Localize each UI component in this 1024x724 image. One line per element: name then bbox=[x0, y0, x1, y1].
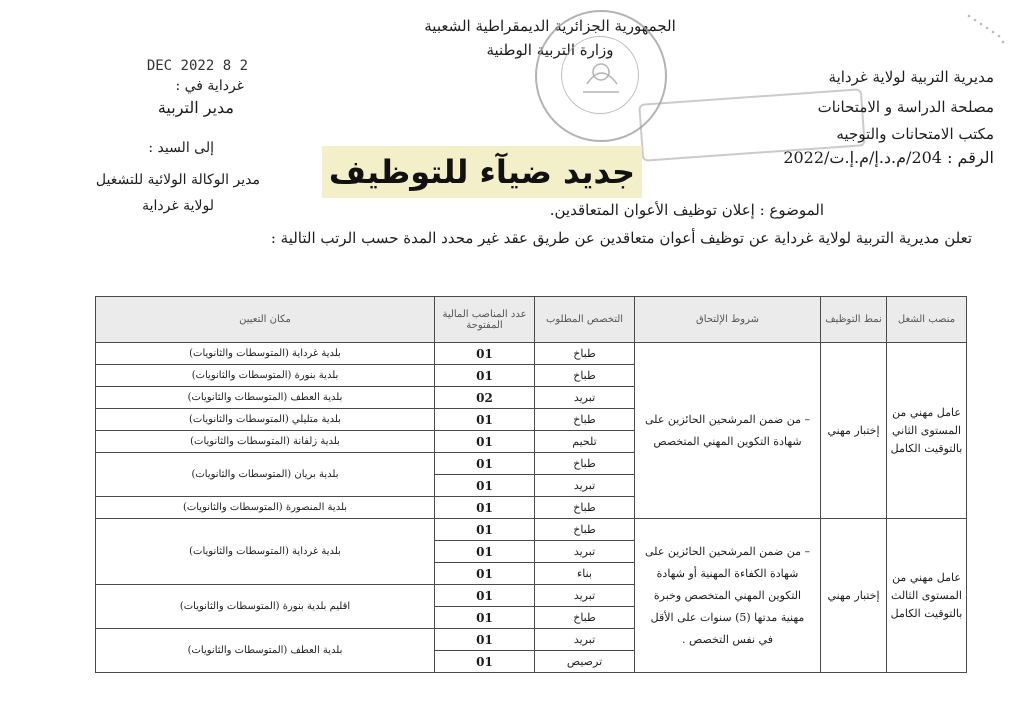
header-count: عدد المناصب المالية المفتوحة bbox=[435, 297, 535, 343]
location-cell: بلدية بريان (المتوسطات والثانويات) bbox=[96, 453, 435, 497]
location-cell: بلدية بنورة (المتوسطات والثانويات) bbox=[96, 365, 435, 387]
mode-cell: إختبار مهني bbox=[821, 343, 887, 519]
specialty-cell: ترصيص bbox=[535, 651, 635, 673]
count-cell: 01 bbox=[435, 585, 535, 607]
count-cell: 01 bbox=[435, 629, 535, 651]
location-cell: بلدية العطف (المتوسطات والثانويات) bbox=[96, 387, 435, 409]
specialty-cell: تلحيم bbox=[535, 431, 635, 453]
count-cell: 01 bbox=[435, 343, 535, 365]
location-cell: اقليم بلدية بنورة (المتوسطات والثانويات) bbox=[96, 585, 435, 629]
watermark-banner: جديد ضيآء للتوظيف bbox=[322, 146, 642, 198]
specialty-cell: طباخ bbox=[535, 343, 635, 365]
reference-number: الرقم : 204/م.د.إ/م.إ.ت/2022 bbox=[783, 148, 994, 167]
location-cell: بلدية المنصورة (المتوسطات والثانويات) bbox=[96, 497, 435, 519]
count-cell: 01 bbox=[435, 365, 535, 387]
table-row bbox=[96, 343, 967, 365]
location-cell: بلدية العطف (المتوسطات والثانويات) bbox=[96, 629, 435, 673]
count-cell: 01 bbox=[435, 651, 535, 673]
location-cell: بلدية زلفانة (المتوسطات والثانويات) bbox=[96, 431, 435, 453]
specialty-cell: تبريد bbox=[535, 541, 635, 563]
position-cell: عامل مهني من المستوى الثالث بالتوقيت الكامل bbox=[887, 519, 967, 673]
table-header-row bbox=[96, 297, 967, 343]
count-cell: 01 bbox=[435, 475, 535, 497]
sender-title: مدير التربية bbox=[157, 98, 234, 117]
count-cell: 01 bbox=[435, 431, 535, 453]
specialty-cell: طباخ bbox=[535, 607, 635, 629]
intro-paragraph: تعلن مديرية التربية لولاية غرداية عن توظيف أعوان متعاقدين عن طريق عقد غير محدد المدة حسب الرتب التالية : bbox=[270, 229, 972, 247]
count-cell: 01 bbox=[435, 519, 535, 541]
place-date-label: غرداية في : bbox=[175, 78, 244, 94]
specialty-cell: تبريد bbox=[535, 629, 635, 651]
specialty-cell: بناء bbox=[535, 563, 635, 585]
count-cell: 01 bbox=[435, 607, 535, 629]
mode-cell: إختبار مهني bbox=[821, 519, 887, 673]
specialty-cell: طباخ bbox=[535, 519, 635, 541]
directorate-name: مديرية التربية لولاية غرداية bbox=[828, 68, 994, 86]
specialty-cell: تبريد bbox=[535, 585, 635, 607]
republic-title: الجمهورية الجزائرية الديمقراطية الشعبية bbox=[424, 17, 676, 35]
subject-line: الموضوع : إعلان توظيف الأعوان المتعاقدين. bbox=[549, 201, 824, 219]
office-name: مكتب الامتحانات والتوجيه bbox=[836, 125, 994, 143]
location-cell: بلدية غرداية (المتوسطات والثانويات) bbox=[96, 519, 435, 585]
scan-marks bbox=[965, 12, 1005, 48]
count-cell: 01 bbox=[435, 409, 535, 431]
count-cell: 01 bbox=[435, 497, 535, 519]
header-conditions: شروط الإلتحاق bbox=[635, 297, 821, 343]
position-cell: عامل مهني من المستوى الثاني بالتوقيت الكامل bbox=[887, 343, 967, 519]
ministry-title: وزارة التربية الوطنية bbox=[486, 41, 614, 59]
location-cell: بلدية متليلي (المتوسطات والثانويات) bbox=[96, 409, 435, 431]
header-mode: نمط التوظيف bbox=[821, 297, 887, 343]
recipient-label: إلى السيد : bbox=[148, 140, 214, 156]
count-cell: 02 bbox=[435, 387, 535, 409]
table-row bbox=[96, 519, 967, 541]
service-name: مصلحة الدراسة و الامتحانات bbox=[817, 98, 994, 116]
specialty-cell: طباخ bbox=[535, 409, 635, 431]
count-cell: 01 bbox=[435, 541, 535, 563]
header-specialty: التخصص المطلوب bbox=[535, 297, 635, 343]
specialty-cell: تبريد bbox=[535, 475, 635, 497]
header-location: مكان التعيين bbox=[96, 297, 435, 343]
specialty-cell: طباخ bbox=[535, 365, 635, 387]
condition-cell: – من ضمن المرشحين الحائزين على شهادة التكوين المهني المتخصص bbox=[635, 343, 821, 519]
positions-table bbox=[95, 296, 967, 673]
count-cell: 01 bbox=[435, 453, 535, 475]
recipient-wilaya: لولاية غرداية bbox=[142, 198, 214, 214]
recipient-name: مدير الوكالة الولائية للتشغيل bbox=[95, 172, 260, 188]
location-cell: بلدية غرداية (المتوسطات والثانويات) bbox=[96, 343, 435, 365]
date-stamp: 2 8 DEC 2022 bbox=[146, 58, 248, 74]
specialty-cell: طباخ bbox=[535, 453, 635, 475]
specialty-cell: تبريد bbox=[535, 387, 635, 409]
condition-cell: – من ضمن المرشحين الحائزين على شهادة الكفاءة المهنية أو شهادة التكوين المهني المتخصص وخبرة مهنية مدتها (5) سنوات على الأقل في نفس التخصص . bbox=[635, 519, 821, 673]
count-cell: 01 bbox=[435, 563, 535, 585]
specialty-cell: طباخ bbox=[535, 497, 635, 519]
header-position: منصب الشغل bbox=[887, 297, 967, 343]
